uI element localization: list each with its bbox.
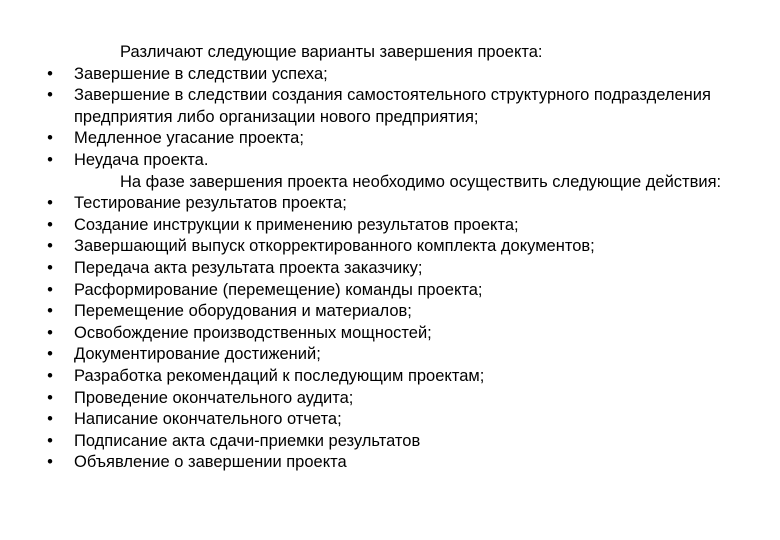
bullet-icon: •	[47, 280, 53, 299]
list-item	[40, 452, 740, 474]
bullet-icon: •	[47, 129, 53, 148]
bullet-icon: •	[47, 215, 53, 234]
bullet-icon: •	[47, 258, 53, 277]
action-text: Подписание акта сдачи-приемки результатов	[74, 431, 421, 450]
list-item	[40, 409, 740, 431]
bullet-icon: •	[47, 302, 53, 321]
variants-intro	[40, 42, 740, 64]
variant-text: Неудача проекта.	[74, 150, 209, 169]
list-item	[40, 366, 740, 388]
actions-intro-text: На фазе завершения проекта необходимо осуществить следующие действия:	[120, 172, 722, 191]
action-text: Написание окончательного отчета;	[74, 410, 342, 429]
bullet-icon: •	[47, 410, 53, 429]
bullet-icon: •	[47, 453, 53, 472]
bullet-icon: •	[47, 345, 53, 364]
action-text: Тестирование результатов проекта;	[74, 194, 347, 213]
list-item	[40, 193, 740, 215]
bullet-icon: •	[47, 86, 53, 105]
bullet-icon: •	[47, 388, 53, 407]
list-item	[40, 323, 740, 345]
bullet-icon: •	[47, 64, 53, 83]
list-item	[40, 258, 740, 280]
list-item	[40, 344, 740, 366]
list-item	[40, 64, 740, 86]
bullet-icon: •	[47, 366, 53, 385]
bullet-icon: •	[47, 431, 53, 450]
action-text: Объявление о завершении проекта	[74, 453, 347, 472]
action-text: Создание инструкции к применению результатов проекта;	[74, 215, 519, 234]
action-text: Расформирование (перемещение) команды проекта;	[74, 280, 483, 299]
action-text: Завершающий выпуск откорректированного комплекта документов;	[74, 237, 595, 256]
variant-text: Медленное угасание проекта;	[74, 129, 304, 148]
action-text: Перемещение оборудования и материалов;	[74, 302, 412, 321]
list-item	[40, 388, 740, 410]
variant-text: Завершение в следствии успеха;	[74, 64, 328, 83]
list-item	[40, 215, 740, 237]
list-item	[40, 85, 740, 128]
action-text: Освобождение производственных мощностей;	[74, 323, 432, 342]
list-item	[40, 280, 740, 302]
text-block	[40, 42, 740, 474]
variant-text: Завершение в следствии создания самостоятельного структурного подразделения предприятия либо организации нового предприятия;	[74, 86, 711, 126]
list-item	[40, 301, 740, 323]
list-item	[40, 236, 740, 258]
action-text: Проведение окончательного аудита;	[74, 388, 354, 407]
action-text: Документирование достижений;	[74, 345, 321, 364]
list-item	[40, 150, 740, 172]
list-item	[40, 431, 740, 453]
actions-intro	[40, 172, 740, 194]
bullet-icon: •	[47, 323, 53, 342]
variants-intro-text: Различают следующие варианты завершения проекта:	[120, 43, 543, 61]
action-text: Передача акта результата проекта заказчику;	[74, 258, 423, 277]
bullet-icon: •	[47, 237, 53, 256]
action-text: Разработка рекомендаций к последующим проектам;	[74, 366, 485, 385]
bullet-icon: •	[47, 194, 53, 213]
list-item	[40, 128, 740, 150]
bullet-icon: •	[47, 150, 53, 169]
